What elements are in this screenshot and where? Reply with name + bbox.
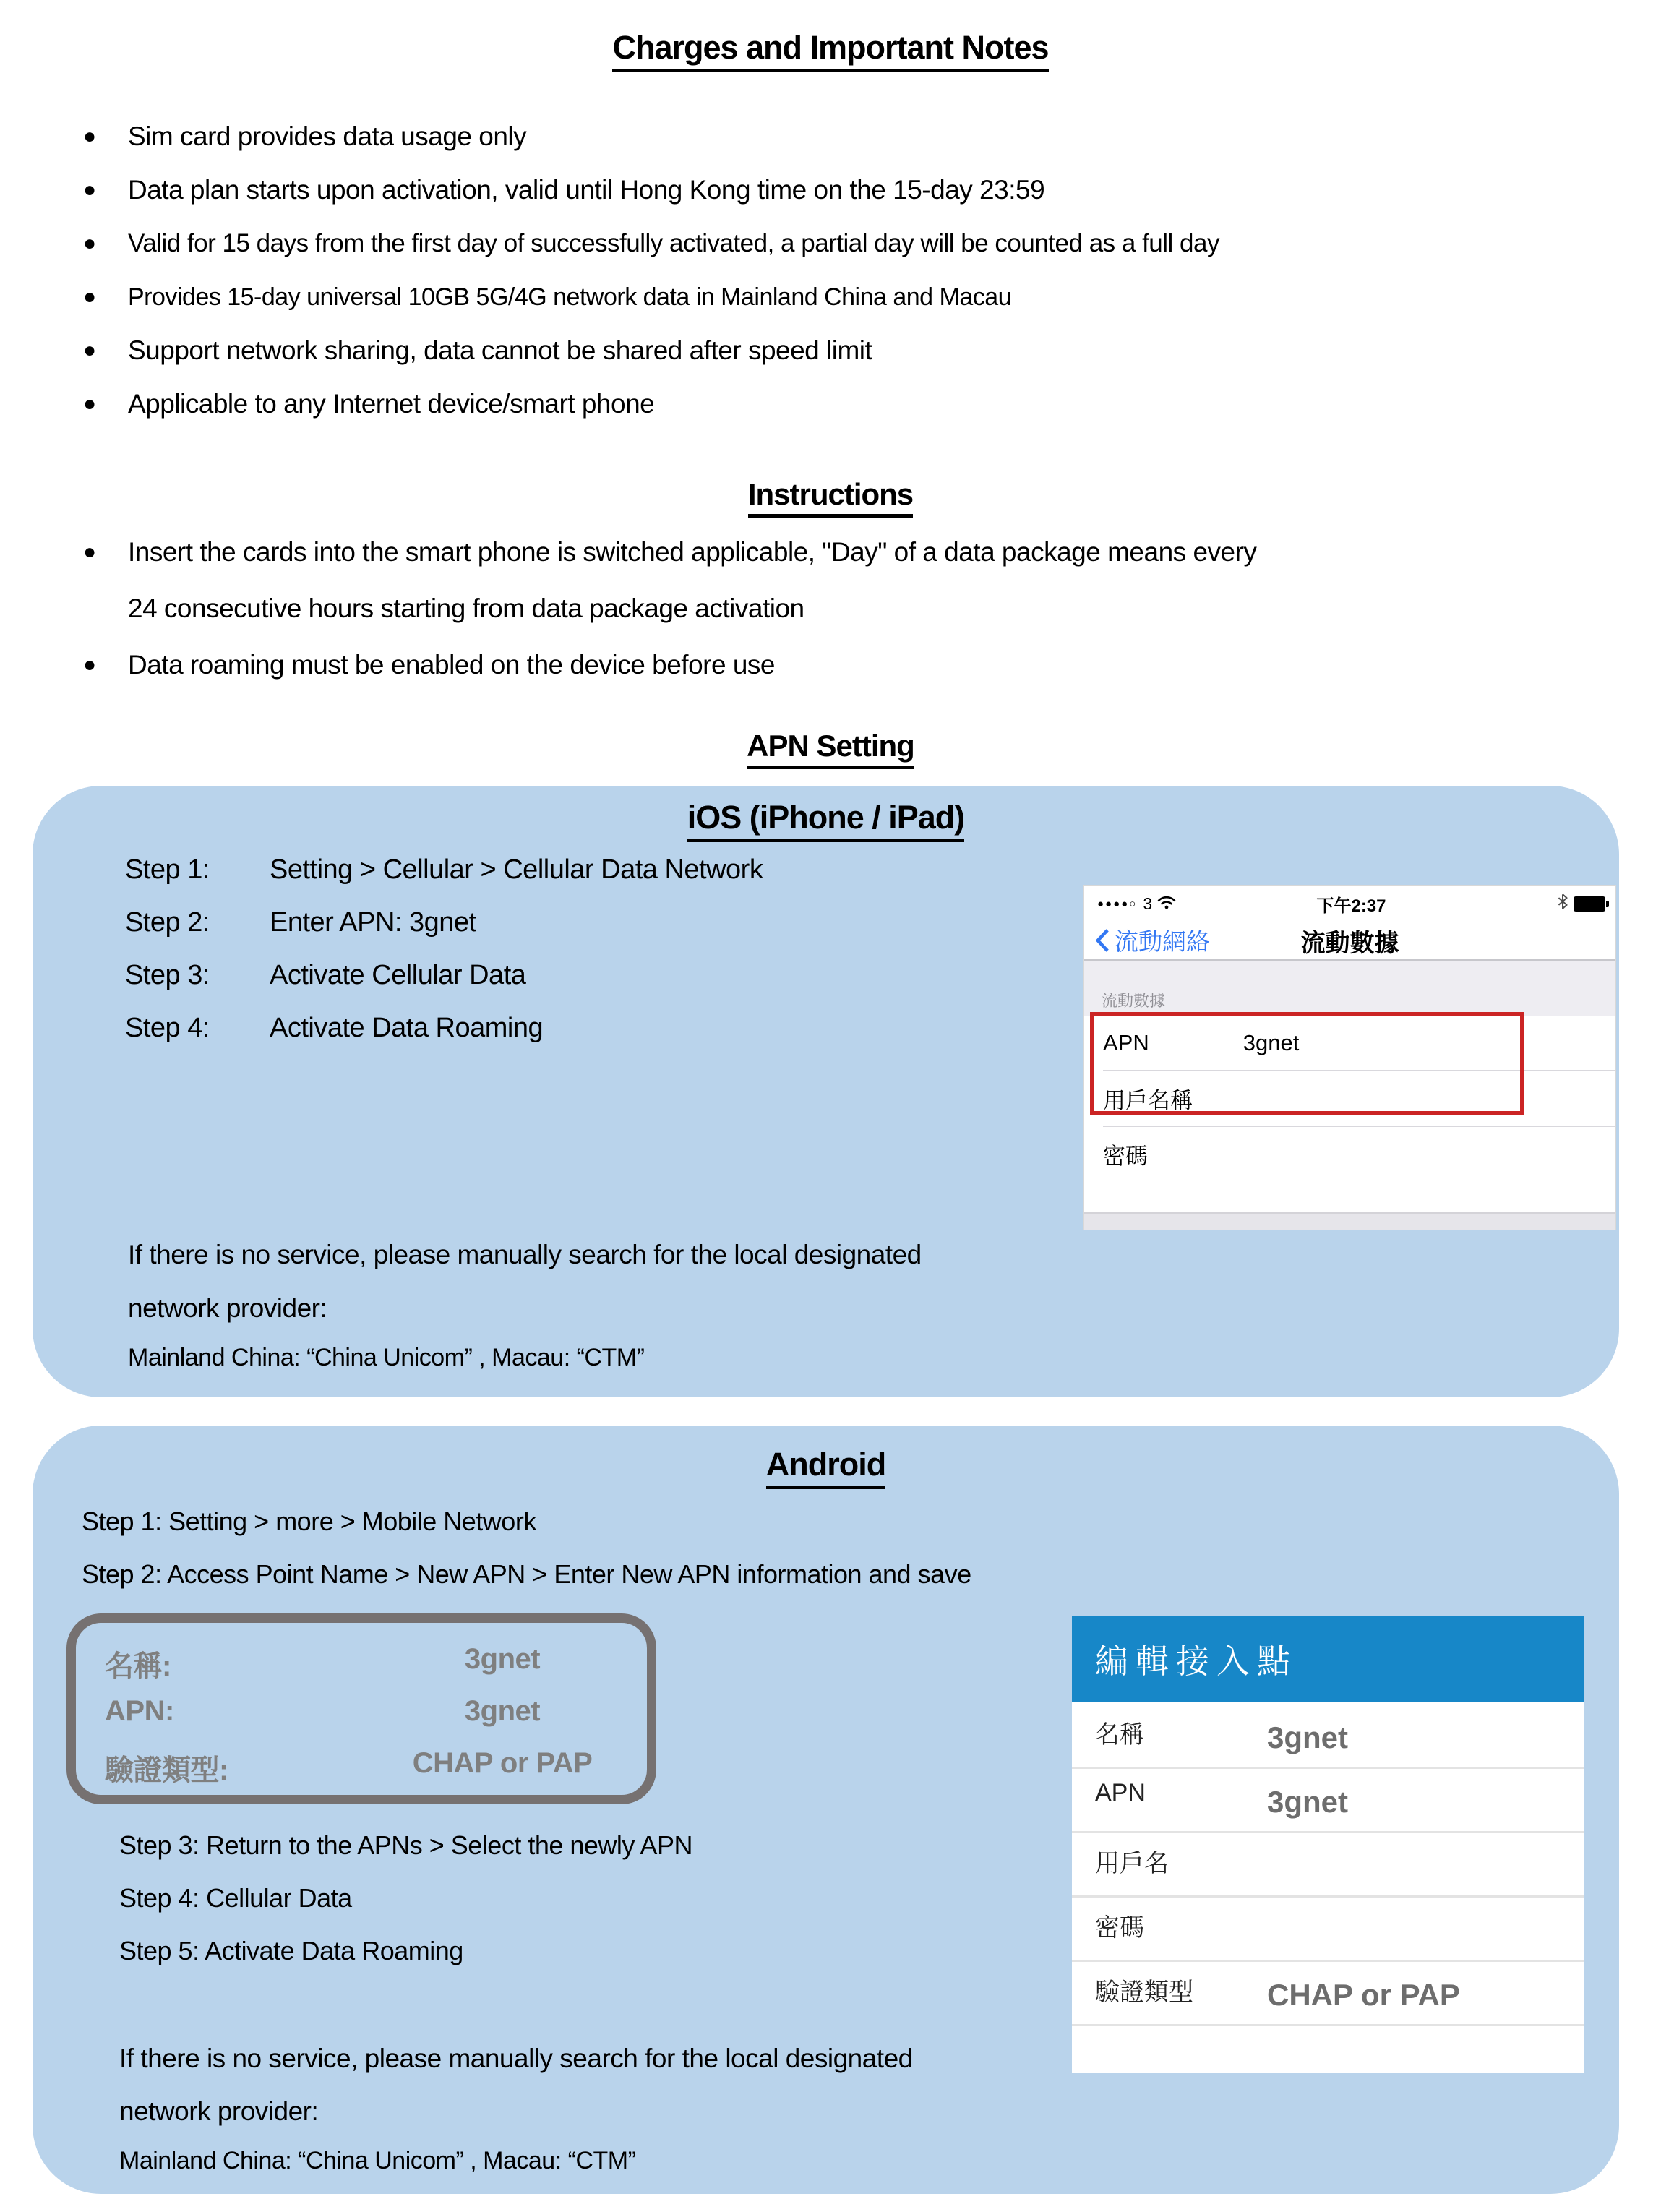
list-item: ● Sim card provides data usage only bbox=[83, 119, 526, 154]
battery-icon bbox=[1574, 896, 1605, 912]
android-no-service-line1: If there is no service, please manually search for the local designated bbox=[119, 2044, 913, 2073]
ios-step-1: Step 1: Setting > Cellular > Cellular Data Network bbox=[125, 854, 763, 885]
list-item: ● Data roaming must be enabled on the device before use bbox=[83, 648, 775, 682]
ios-no-service-line3: Mainland China: “China Unicom” , Macau: “CTM” bbox=[128, 1344, 645, 1371]
username-field-row: 用戶名稱 bbox=[1084, 1071, 1615, 1126]
ios-no-service-line1: If there is no service, please manually search for the local designated bbox=[128, 1240, 922, 1269]
clock-label: 下午2:37 bbox=[1316, 896, 1386, 916]
iphone-status-bar bbox=[1097, 891, 1605, 916]
android-step-5: Step 5: Activate Data Roaming bbox=[119, 1936, 463, 1965]
ios-step-3: Step 3: Activate Cellular Data bbox=[125, 960, 526, 990]
bullet-icon: ● bbox=[83, 124, 96, 148]
android-screenshot bbox=[1072, 1616, 1584, 2073]
auth-type-field-row: 驗證類型 CHAP or PAP bbox=[1072, 1962, 1584, 2026]
ios-no-service-line2: network provider: bbox=[128, 1293, 327, 1323]
android-title: Android bbox=[33, 1446, 1619, 1489]
instructions-title: Instructions bbox=[0, 477, 1661, 518]
android-step-2: Step 2: Access Point Name > New APN > Enter New APN information and save bbox=[82, 1559, 971, 1589]
ios-section bbox=[33, 786, 1619, 1397]
apn-field-row: APN 3gnet bbox=[1084, 1016, 1615, 1070]
apn-info-row: APN: 3gnet bbox=[105, 1695, 541, 1727]
ios-title: iOS (iPhone / iPad) bbox=[33, 799, 1619, 842]
iphone-screenshot bbox=[1084, 886, 1615, 1230]
empty-row bbox=[1072, 2026, 1584, 2064]
android-step-1: Step 1: Setting > more > Mobile Network bbox=[82, 1506, 536, 1536]
page-title: Charges and Important Notes bbox=[0, 29, 1661, 72]
section-label: 流動數據 bbox=[1102, 992, 1166, 1010]
android-screen-header: 編輯接入點 bbox=[1072, 1616, 1584, 1702]
list-item: ● Applicable to any Internet device/smart phone bbox=[83, 387, 654, 421]
apn-field-row: APN 3gnet bbox=[1072, 1769, 1584, 1833]
back-button: 流動網絡 bbox=[1096, 923, 1210, 957]
bullet-icon: ● bbox=[83, 653, 96, 677]
bullet-icon: ● bbox=[83, 178, 96, 202]
apn-setting-title: APN Setting bbox=[0, 729, 1661, 769]
ios-step-2: Step 2: Enter APN: 3gnet bbox=[125, 907, 476, 938]
settings-group-gap bbox=[1084, 961, 1615, 1016]
bullet-icon: ● bbox=[83, 285, 96, 309]
list-item: ● Data plan starts upon activation, valid until Hong Kong time on the 15-day 23:59 bbox=[83, 173, 1044, 207]
password-field-row: 密碼 bbox=[1084, 1127, 1615, 1181]
apn-value: 3gnet bbox=[1242, 1029, 1300, 1055]
bullet-icon: ● bbox=[83, 540, 96, 564]
list-item: ● Valid for 15 days from the first day of successfully activated, a partial day will be counted as a full day bbox=[83, 226, 1219, 261]
nav-title: 流動數據 bbox=[1300, 930, 1399, 957]
android-step-4: Step 4: Cellular Data bbox=[119, 1883, 352, 1913]
screenshot-footer bbox=[1084, 1212, 1615, 1230]
bullet-icon: ● bbox=[83, 231, 96, 255]
android-step-3: Step 3: Return to the APNs > Select the newly APN bbox=[119, 1830, 692, 1860]
signal-dots-icon: ●●●●○ bbox=[1097, 897, 1138, 910]
password-field-row: 密碼 bbox=[1072, 1898, 1584, 1962]
username-field-row: 用戶名 bbox=[1072, 1833, 1584, 1898]
bullet-icon: ● bbox=[83, 392, 96, 416]
ios-step-4: Step 4: Activate Data Roaming bbox=[125, 1013, 544, 1043]
name-field-row: 名稱 3gnet bbox=[1072, 1705, 1584, 1769]
iphone-nav-bar bbox=[1084, 917, 1615, 961]
apn-info-row: 驗證類型: CHAP or PAP bbox=[105, 1747, 593, 1786]
carrier-label: 3 bbox=[1143, 893, 1152, 913]
list-item: ● Support network sharing, data cannot be shared after speed limit bbox=[83, 333, 872, 368]
bullet-icon: ● bbox=[83, 338, 96, 362]
bluetooth-icon bbox=[1558, 893, 1568, 914]
list-item-continued: 24 consecutive hours starting from data package activation bbox=[128, 593, 804, 623]
apn-info-row: 名稱: 3gnet bbox=[105, 1643, 541, 1682]
list-item: ● Provides 15-day universal 10GB 5G/4G network data in Mainland China and Macau bbox=[83, 280, 1011, 314]
android-section bbox=[33, 1426, 1619, 2194]
list-item: ● Insert the cards into the smart phone is switched applicable, "Day" of a data package means every bbox=[83, 535, 1256, 570]
red-highlight-box bbox=[1090, 1012, 1524, 1115]
android-no-service-line2: network provider: bbox=[119, 2096, 319, 2126]
android-no-service-line3: Mainland China: “China Unicom” , Macau: “CTM” bbox=[119, 2147, 636, 2174]
apn-info-box bbox=[66, 1613, 656, 1804]
